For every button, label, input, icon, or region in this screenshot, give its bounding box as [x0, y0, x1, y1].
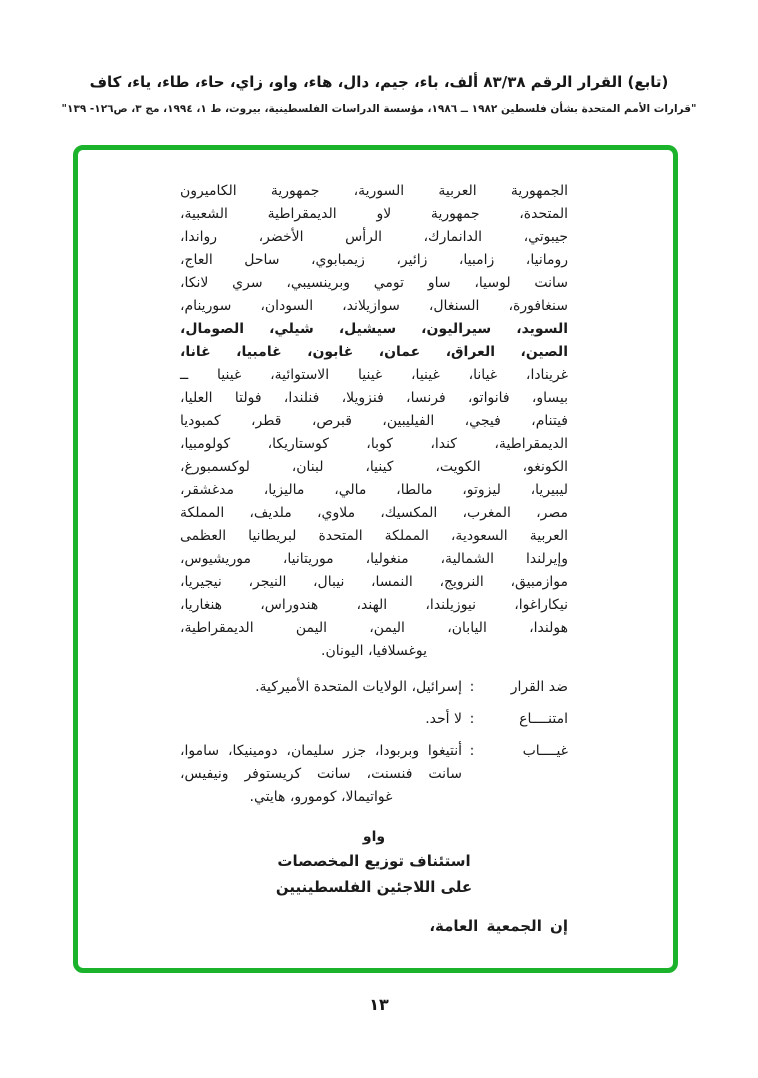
paragraph-line: يوغسلافيا، اليونان. [321, 643, 427, 659]
vote-row-absent [180, 740, 568, 809]
paragraph-line: جيبوتي، الدانمارك، الرأس الأخضر، رواندا، [180, 229, 568, 245]
vote-value [180, 740, 462, 809]
paragraph-line: العربية السعودية، المملكة المتحدة لبريطانيا العظمى [180, 528, 568, 544]
paragraph-line: وإيرلندا الشمالية، منغوليا، موريتانيا، موريشيوس، [180, 551, 568, 567]
header-source-note: "قرارات الأمم المتحدة بشأن فلسطين ١٩٨٢ ــ ١٩٨٦، مؤسسة الدراسات الفلسطينية، بيروت، ط ١، ١٩٩٤، مج ٣، ص١٢٦- ١٣٩" [61, 103, 697, 115]
vote-colon: : [469, 743, 475, 759]
vote-line: أنتيغوا وبربودا، جزر سليمان، دومينيكا، ساموا، [180, 743, 462, 759]
vote-colon: : [469, 679, 475, 695]
vote-value [180, 708, 462, 731]
paragraph-line: فيتنام، فيجي، الفيليبين، قبرص، قطر، كمبوديا [180, 413, 568, 429]
paragraph-line: الكونغو، الكويت، كينيا، لبنان، لوكسمبورغ، [180, 459, 568, 475]
page-number: ١٣ [369, 995, 389, 1014]
paragraph-line: المتحدة، جمهورية لاو الديمقراطية الشعبية، [180, 206, 568, 222]
vote-label: امتنــــاع [519, 711, 568, 727]
paragraph-line: الصين، العراق، عمان، غابون، غامبيا، غانا، [180, 344, 568, 360]
paragraph-line: السويد، سيراليون، سيشيل، شيلي، الصومال، [180, 321, 568, 337]
vote-line: غواتيمالا، كومورو، هايتي. [249, 789, 393, 805]
paragraph-line: الديمقراطية، كندا، كوبا، كوستاريكا، كولومبيا، [180, 436, 568, 452]
vote-line: لا أحد. [425, 711, 462, 727]
section-letter-heading: واو [362, 829, 386, 845]
vote-line: إسرائيل، الولايات المتحدة الأميركية. [255, 679, 462, 695]
vote-colon: : [469, 711, 475, 727]
vote-label: ضد القرار [510, 679, 568, 695]
header-title: (تابع) القرار الرقم ٨٣/٣٨ ألف، باء، جيم، دال، هاء، واو، زاي، حاء، طاء، ياء، كاف [89, 73, 669, 91]
votes-section [180, 676, 568, 809]
paragraph-line: هولندا، اليابان، اليمن، اليمن الديمقراطية، [180, 620, 568, 636]
assembly-opening-line: إن الجمعية العامة، [429, 917, 568, 935]
section-title-line2: على اللاجئين الفلسطينيين [275, 878, 473, 896]
paragraph-line: رومانيا، زامبيا، زائير، زيمبابوي، ساحل العاج، [180, 252, 568, 268]
paragraph-line: ليبيريا، ليزوتو، مالطا، مالي، ماليزيا، مدغشقر، [180, 482, 568, 498]
paragraph-line: سنغافورة، السنغال، سوازيلاند، السودان، سورينام، [180, 298, 568, 314]
countries-paragraph [180, 180, 568, 663]
vote-line: سانت فنسنت، سانت كريستوفر ونيفيس، [180, 766, 462, 782]
paragraph-line: موازمبيق، النرويج، النمسا، نيبال، النيجر، نيجيريا، [180, 574, 568, 590]
green-frame [73, 145, 678, 973]
paragraph-line: الجمهورية العربية السورية، جمهورية الكاميرون [180, 183, 568, 199]
vote-row-against [180, 676, 568, 699]
paragraph-line: مصر، المغرب، المكسيك، ملاوي، ملديف، المملكة [180, 505, 568, 521]
vote-label: غيــــاب [522, 743, 568, 759]
paragraph-line: بيساو، فانواتو، فرنسا، فنزويلا، فنلندا، فولتا العليا، [180, 390, 568, 406]
paragraph-line: غرينادا، غيانا، غينيا، غينيا الاستوائية، غينيا ــ [180, 367, 568, 383]
vote-row-abstain [180, 708, 568, 731]
paragraph-line: سانت لوسيا، ساو تومي وبرينسيبي، سري لانكا، [180, 275, 568, 291]
vote-value [180, 676, 462, 699]
section-title-line1: استئناف توزيع المخصصات [277, 852, 471, 870]
paragraph-line: نيكاراغوا، نيوزيلندا، الهند، هندوراس، هنغاريا، [180, 597, 568, 613]
